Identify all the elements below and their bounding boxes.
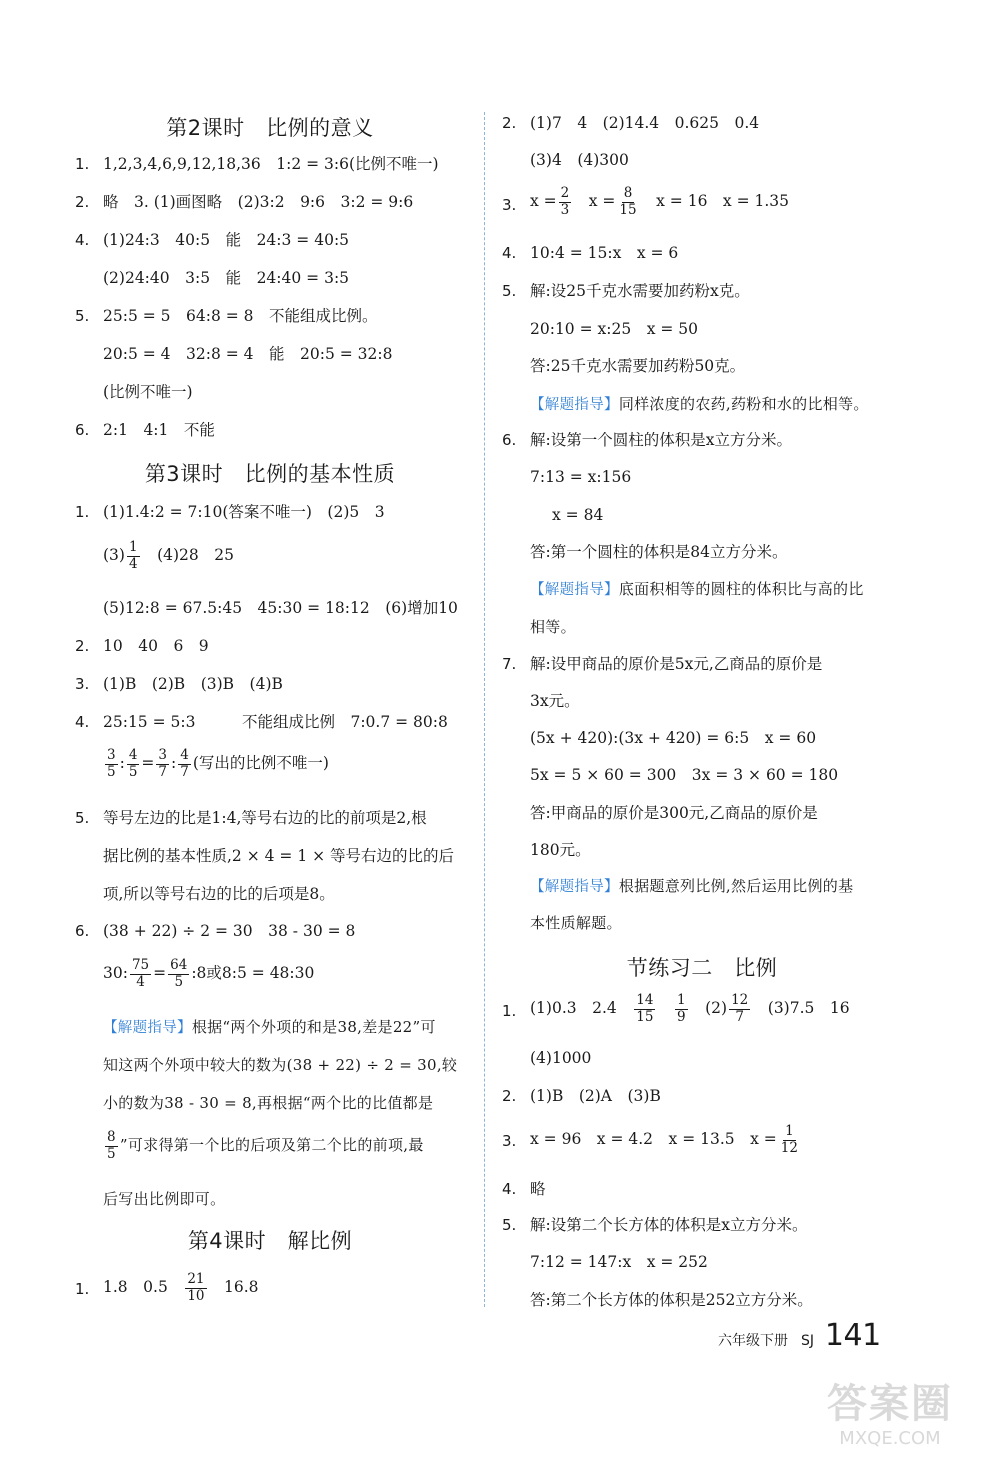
answer-text: 2:1 4:1 不能 bbox=[103, 421, 215, 439]
answer-text: (1)1.4:2 = 7:10(答案不唯一) (2)5 3 bbox=[103, 503, 385, 521]
answer-text: (1)B (2)A (3)B bbox=[530, 1087, 661, 1105]
page-footer bbox=[718, 1318, 881, 1353]
item-number: 2. bbox=[502, 1087, 517, 1105]
fraction: $\frac{75}{4}$ bbox=[131, 957, 150, 990]
fraction: $\frac{8}{15}$ bbox=[619, 185, 637, 218]
item-number: 5. bbox=[75, 307, 90, 325]
item-number: 5. bbox=[75, 809, 90, 827]
answer-text: x = 96 x = 4.2 x = 13.5 x = $\frac{1}{12}$ bbox=[530, 1123, 798, 1156]
fraction: $\frac{3}{7}$ bbox=[158, 747, 168, 780]
watermark-text: 答案圈 bbox=[827, 1381, 953, 1427]
guide-text: 【解题指导】根据“两个外项的和是38,差是22”可 bbox=[103, 1018, 436, 1036]
answer-text: (1)24:3 40:5 能 24:3 = 40:5 bbox=[103, 231, 350, 249]
answer-text: (5x + 420):(3x + 420) = 6:5 x = 60 bbox=[530, 729, 817, 747]
section-title-unit-practice: 节练习二 比例 bbox=[626, 956, 778, 980]
answer-text: 解:设第一个圆柱的体积是x立方分米。 bbox=[530, 431, 792, 449]
item-number: 7. bbox=[502, 655, 517, 673]
fraction: $\frac{1}{4}$ bbox=[128, 539, 138, 572]
answer-text: 180元。 bbox=[530, 841, 591, 859]
page-number: 141 bbox=[824, 1318, 881, 1353]
guide-text: 【解题指导】根据题意列比例,然后运用比例的基 bbox=[530, 877, 854, 895]
item-number: 2. bbox=[75, 193, 90, 211]
guide-text: 本性质解题。 bbox=[530, 914, 622, 932]
answer-text: 10 40 6 9 bbox=[103, 637, 209, 655]
fraction: $\frac{2}{3}$ bbox=[560, 185, 570, 218]
item-number: 6. bbox=[75, 922, 90, 940]
answer-text: (比例不唯一) bbox=[103, 383, 193, 401]
answer-text: 7:12 = 147:x x = 252 bbox=[530, 1253, 708, 1271]
answer-text: (38 + 22) ÷ 2 = 30 38 - 30 = 8 bbox=[103, 922, 356, 940]
section-title-lesson-4: 第4课时 解比例 bbox=[187, 1229, 353, 1253]
answer-text: 略 3. (1)画图略 (2)3:2 9:6 3:2 = 9:6 bbox=[103, 193, 414, 211]
answer-text: 答:25千克水需要加药粉50克。 bbox=[530, 357, 746, 375]
guide-text: $\frac{8}{5}$ ”可求得第一个比的后项及第二个比的前项,最 bbox=[107, 1129, 424, 1162]
fraction: $\frac{21}{10}$ bbox=[187, 1271, 205, 1304]
answer-text: 解:设25千克水需要加药粉x克。 bbox=[530, 282, 750, 300]
answer-text: 答:第二个长方体的体积是252立方分米。 bbox=[530, 1291, 813, 1309]
guide-text: 相等。 bbox=[530, 618, 576, 636]
section-title-lesson-3: 第3课时 比例的基本性质 bbox=[144, 462, 396, 486]
fraction: $\frac{1}{12}$ bbox=[780, 1123, 798, 1156]
fraction: $\frac{12}{7}$ bbox=[731, 992, 749, 1025]
item-number: 4. bbox=[75, 713, 90, 731]
guide-text: 【解题指导】底面积相等的圆柱的体积比与高的比 bbox=[530, 580, 864, 598]
watermark-url: MXQE.COM bbox=[839, 1428, 941, 1449]
fraction: $\frac{8}{5}$ bbox=[107, 1129, 116, 1162]
answer-text: 1,2,3,4,6,9,12,18,36 1:2 = 3:6(比例不唯一) bbox=[103, 155, 439, 173]
answer-text: 解:设甲商品的原价是5x元,乙商品的原价是 bbox=[530, 655, 823, 673]
guide-text: 知这两个外项中较大的数为(38 + 22) ÷ 2 = 30,较 bbox=[103, 1056, 458, 1074]
fraction: $\frac{14}{15}$ bbox=[636, 992, 654, 1025]
column-divider bbox=[484, 112, 485, 1307]
grade-label: 六年级下册 bbox=[718, 1333, 788, 1349]
answer-text: 略 bbox=[530, 1180, 546, 1198]
item-number: 1. bbox=[75, 1280, 90, 1298]
guide-tag: 【解题指导】 bbox=[530, 582, 619, 598]
answer-text: 7:13 = x:156 bbox=[530, 468, 632, 486]
answer-text: 20:5 = 4 32:8 = 4 能 20:5 = 32:8 bbox=[103, 345, 393, 363]
answer-text: (3) $\frac{1}{4}$ (4)28 25 bbox=[103, 539, 234, 572]
answer-text: (3)4 (4)300 bbox=[530, 151, 629, 169]
answer-text: 5x = 5 × 60 = 300 3x = 3 × 60 = 180 bbox=[530, 766, 839, 784]
fraction: $\frac{4}{7}$ bbox=[180, 747, 189, 780]
answer-text: (2)24:40 3:5 能 24:40 = 3:5 bbox=[103, 269, 350, 287]
item-number: 6. bbox=[75, 421, 90, 439]
fraction: $\frac{64}{5}$ bbox=[170, 957, 188, 990]
answer-text: 答:第一个圆柱的体积是84立方分米。 bbox=[530, 543, 788, 561]
item-number: 1. bbox=[75, 155, 90, 173]
answer-text: 1.8 0.5 $\frac{21}{10}$ 16.8 bbox=[103, 1271, 259, 1304]
item-number: 3. bbox=[502, 1132, 517, 1150]
watermark-logo bbox=[800, 1380, 980, 1460]
guide-tag: 【解题指导】 bbox=[103, 1020, 192, 1036]
answer-text: 据比例的基本性质,2 × 4 = 1 × 等号右边的比的后 bbox=[103, 847, 455, 865]
guide-text: 【解题指导】同样浓度的农药,药粉和水的比相等。 bbox=[530, 395, 869, 413]
answer-text: x = $\frac{2}{3}$ x = $\frac{8}{15}$ x = 16 x = 1.35 bbox=[530, 185, 790, 218]
item-number: 2. bbox=[75, 637, 90, 655]
fraction: $\frac{4}{5}$ bbox=[128, 747, 138, 780]
item-number: 2. bbox=[502, 114, 517, 132]
answer-text: (1)0.3 2.4 $\frac{14}{15}$ $\frac{1}{9}$ (2) $\frac{12}{7}$ (3)7.5 16 bbox=[530, 992, 850, 1025]
answer-text: 10:4 = 15:x x = 6 bbox=[530, 244, 679, 262]
answer-text: x = 84 bbox=[552, 506, 604, 524]
answer-text: (4)1000 bbox=[530, 1049, 592, 1067]
item-number: 5. bbox=[502, 282, 517, 300]
answer-text: 30: $\frac{75}{4}$ = $\frac{64}{5}$ :8或8:5 = 48:30 bbox=[103, 957, 315, 990]
answer-text: 答:甲商品的原价是300元,乙商品的原价是 bbox=[530, 804, 818, 822]
item-number: 1. bbox=[75, 503, 90, 521]
guide-text: 小的数为38 - 30 = 8,再根据“两个比的比值都是 bbox=[103, 1094, 434, 1112]
answer-text: 25:15 = 5:3 不能组成比例 7:0.7 = 80:8 bbox=[103, 713, 448, 731]
item-number: 4. bbox=[502, 244, 517, 262]
guide-tag: 【解题指导】 bbox=[530, 879, 619, 895]
answer-text: 25:5 = 5 64:8 = 8 不能组成比例。 bbox=[103, 307, 378, 325]
answer-text: (5)12:8 = 67.5:45 45:30 = 18:12 (6)增加10 bbox=[103, 599, 458, 617]
guide-tag: 【解题指导】 bbox=[530, 397, 619, 413]
item-number: 5. bbox=[502, 1216, 517, 1234]
item-number: 1. bbox=[502, 1002, 517, 1020]
answer-text: 解:设第二个长方体的体积是x立方分米。 bbox=[530, 1216, 808, 1234]
fraction: $\frac{1}{9}$ bbox=[676, 992, 686, 1025]
answer-text: 等号左边的比是1:4,等号右边的比的前项是2,根 bbox=[103, 809, 427, 827]
answer-text: 20:10 = x:25 x = 50 bbox=[530, 320, 699, 338]
answer-text: (1)7 4 (2)14.4 0.625 0.4 bbox=[530, 114, 760, 132]
edition-label: SJ bbox=[800, 1333, 814, 1349]
answer-text: 3x元。 bbox=[530, 692, 580, 710]
section-title-lesson-2: 第2课时 比例的意义 bbox=[166, 116, 374, 140]
answer-text: 项,所以等号右边的比的后项是8。 bbox=[103, 885, 335, 903]
answer-text: (1)B (2)B (3)B (4)B bbox=[103, 675, 283, 693]
guide-text: 后写出比例即可。 bbox=[103, 1190, 226, 1208]
item-number: 4. bbox=[502, 1180, 517, 1198]
fraction: $\frac{3}{5}$ bbox=[107, 747, 116, 780]
item-number: 3. bbox=[502, 196, 517, 214]
item-number: 4. bbox=[75, 231, 90, 249]
item-number: 6. bbox=[502, 431, 517, 449]
answer-text: $\frac{3}{5}$ : $\frac{4}{5}$ = $\frac{3}{7}$ : $\frac{4}{7}$ (写出的比例不唯一) bbox=[107, 747, 329, 780]
item-number: 3. bbox=[75, 675, 90, 693]
